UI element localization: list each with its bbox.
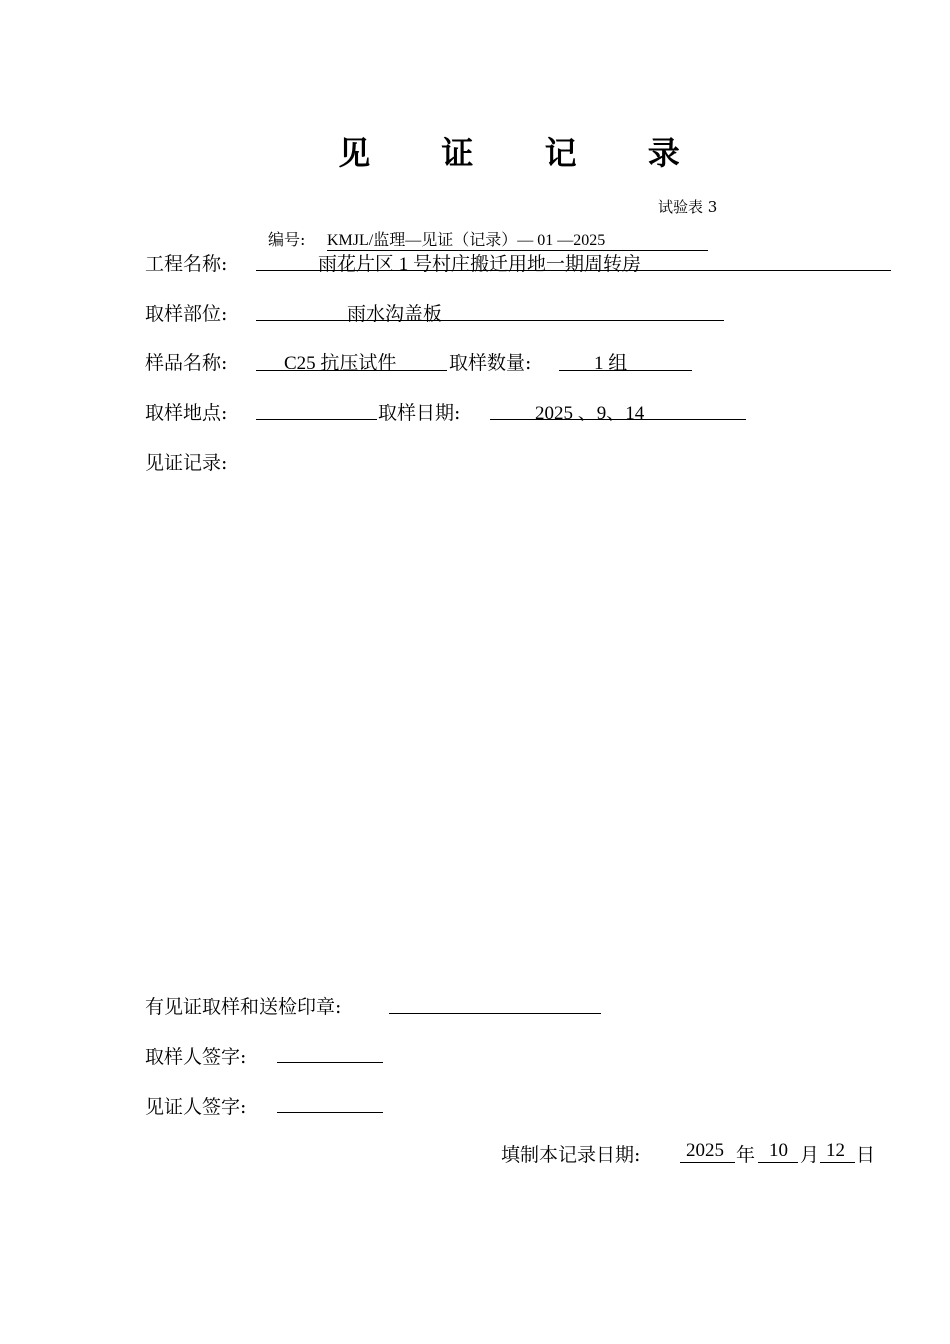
project-name-label: 工程名称: <box>145 253 228 275</box>
witness-record-label: 见证记录: <box>145 452 228 474</box>
sampling-date-value: 2025 、9、14 <box>535 403 645 424</box>
code-label: 编号: <box>268 230 306 249</box>
sample-qty-label: 取样数量: <box>449 352 532 374</box>
witness-record-content <box>256 448 886 968</box>
document-title: 见 证 记 录 <box>338 134 710 172</box>
fill-date-year: 2025 <box>686 1140 724 1161</box>
project-name-value: 雨花片区 1 号村庄搬迁用地一期周转房 <box>318 254 642 275</box>
code-value: KMJL/监理—见证（记录）— 01 —2025 <box>327 227 708 251</box>
fill-date-day-unit: 日 <box>856 1144 876 1166</box>
fill-date-day: 12 <box>826 1140 845 1161</box>
form-number: 试验表 3 <box>658 198 718 216</box>
sample-name-value: C25 抗压试件 <box>284 353 397 374</box>
sampling-place-label: 取样地点: <box>145 402 228 424</box>
fill-date-month-unit: 月 <box>800 1144 820 1166</box>
sampler-signature-underline <box>277 1062 383 1063</box>
seal-underline <box>389 1013 601 1014</box>
fill-date-year-underline <box>680 1162 735 1163</box>
seal-label: 有见证取样和送检印章: <box>145 996 342 1018</box>
fill-date-month: 10 <box>769 1140 788 1161</box>
sampling-part-underline <box>256 320 724 321</box>
sample-qty-value: 1 组 <box>594 353 628 374</box>
fill-date-year-unit: 年 <box>736 1144 756 1166</box>
witness-signature-underline <box>277 1112 383 1113</box>
sampling-date-label: 取样日期: <box>378 402 461 424</box>
witness-signature-label: 见证人签字: <box>145 1096 247 1118</box>
fill-date-month-underline <box>758 1162 798 1163</box>
sampling-part-value: 雨水沟盖板 <box>347 304 443 325</box>
sample-name-label: 样品名称: <box>145 352 228 374</box>
sampling-place-underline <box>256 419 377 420</box>
fill-date-day-underline <box>820 1162 855 1163</box>
fill-date-label: 填制本记录日期: <box>501 1144 641 1166</box>
sampling-part-label: 取样部位: <box>145 303 228 325</box>
sampler-signature-label: 取样人签字: <box>145 1046 247 1068</box>
